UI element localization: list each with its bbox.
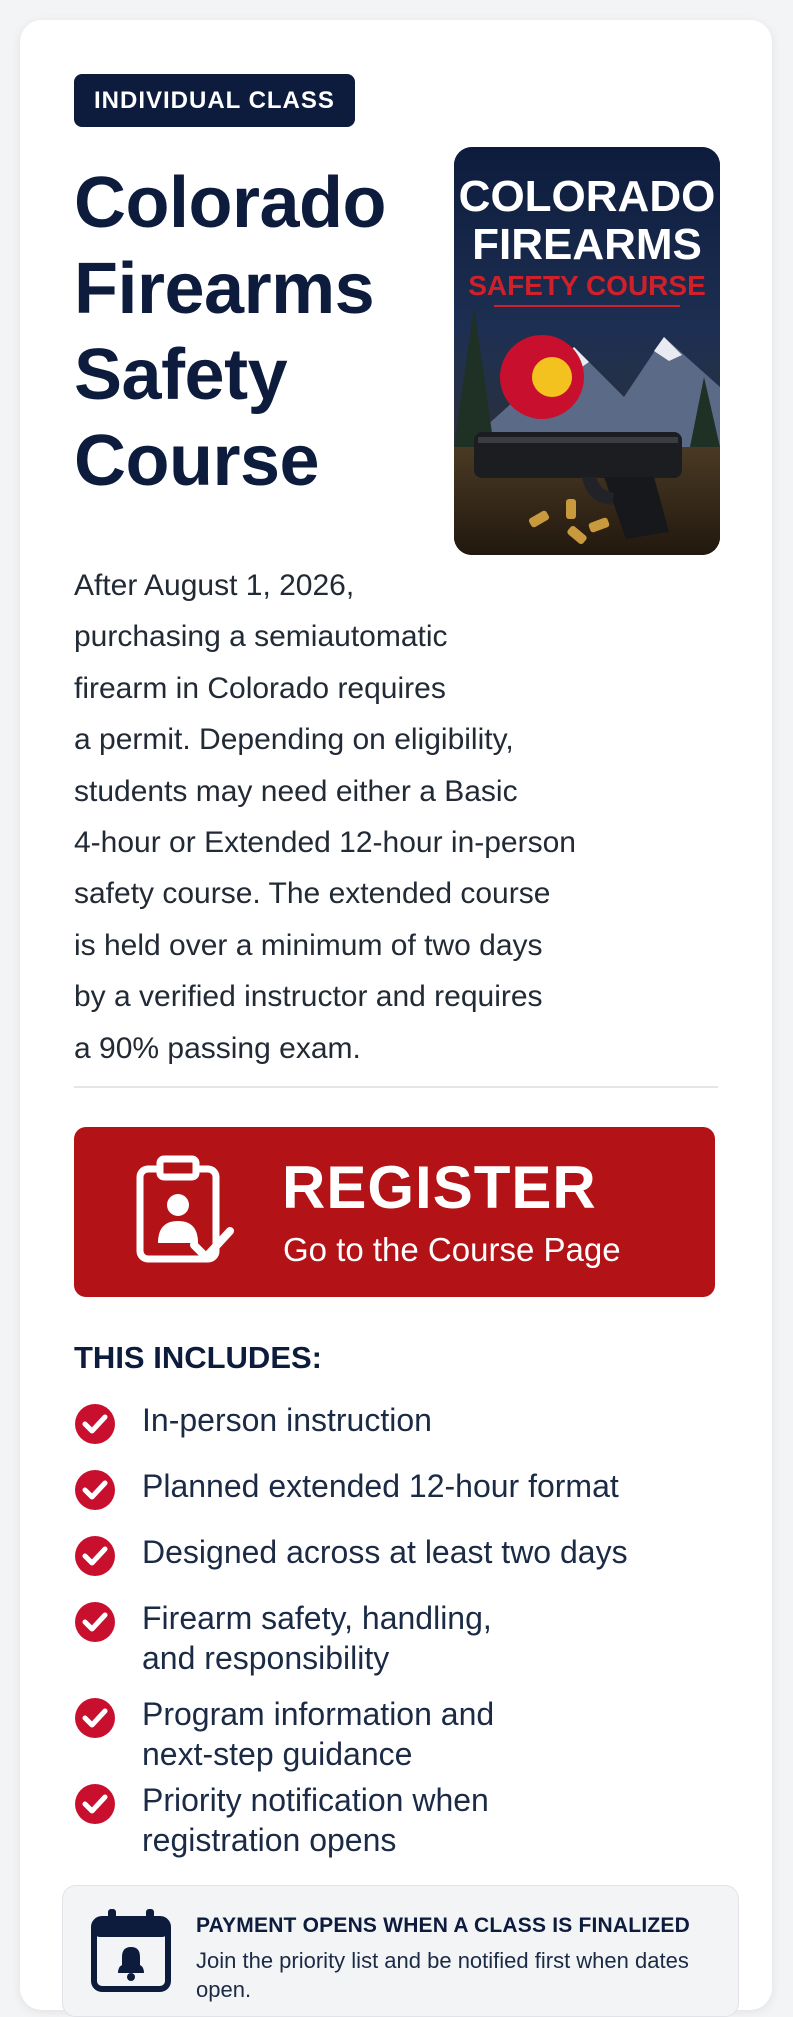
register-subtitle: Go to the Course Page [283,1231,621,1268]
poster-line-2: FIREARMS [472,220,702,269]
feature-text: Priority notification when registration opens [142,1782,489,1858]
class-type-badge: INDIVIDUAL CLASS [74,74,355,127]
description-line: firearm in Colorado requires [74,671,446,705]
description-line: students may need either a Basic [74,774,518,808]
course-poster-image [454,147,720,555]
course-description [74,560,674,1074]
course-card [20,20,772,2010]
description-line: purchasing a semiautomatic [74,620,448,654]
poster-illustration [454,147,720,555]
check-circle-icon [74,1601,116,1648]
clipboard-user-check-icon [134,1155,234,1272]
calendar-bell-icon [90,1907,172,1998]
feature-text: In-person instruction [142,1402,432,1438]
description-line: a 90% passing exam. [74,1031,361,1065]
description-line: safety course. The extended course [74,877,551,911]
description-line: After August 1, 2026, [74,569,355,602]
register-button[interactable] [74,1127,715,1297]
check-circle-icon [74,1697,116,1744]
description-line: 4-hour or Extended 12-hour in-person [74,826,576,860]
page-title: Colorado Firearms Safety Course [74,163,386,501]
poster-line-3: SAFETY COURSE [468,270,706,301]
feature-text: Planned extended 12-hour format [142,1468,619,1504]
feature-text: Program information and next-step guidance [142,1696,495,1772]
feature-text: Designed across at least two days [142,1534,628,1570]
payment-notice [62,1885,739,2017]
description-line: by a verified instructor and requires [74,980,543,1014]
includes-heading: THIS INCLUDES: [74,1340,322,1375]
check-circle-icon [74,1535,116,1582]
poster-line-1: COLORADO [458,172,716,221]
check-circle-icon [74,1783,116,1830]
notice-title: PAYMENT OPENS WHEN A CLASS IS FINALIZED [196,1914,690,1937]
register-title: REGISTER [282,1154,597,1221]
check-circle-icon [74,1403,116,1450]
feature-text: Firearm safety, handling, and responsibility [142,1600,492,1676]
section-divider [74,1086,718,1088]
description-line: is held over a minimum of two days [74,928,543,962]
check-circle-icon [74,1469,116,1516]
notice-body: Join the priority list and be notified first when dates open. [196,1948,689,2002]
description-line: a permit. Depending on eligibility, [74,723,514,757]
